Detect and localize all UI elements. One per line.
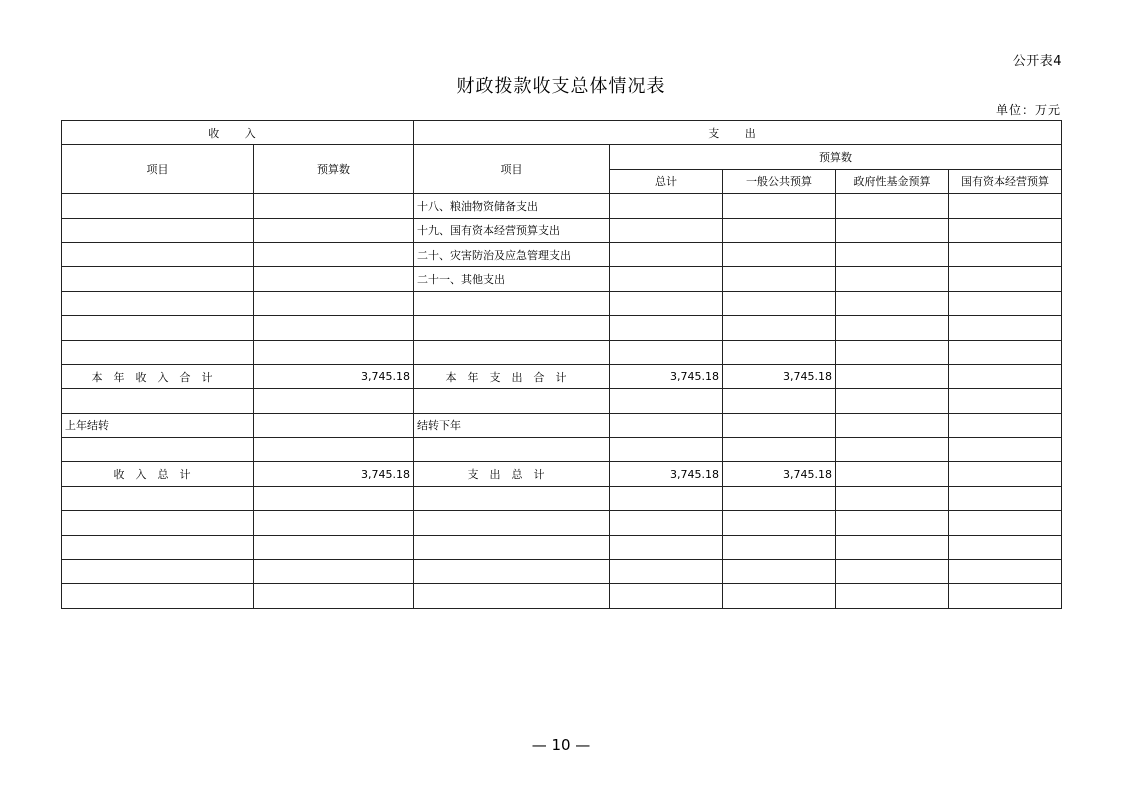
- income-budget-cell: 3,745.18: [254, 364, 414, 388]
- expense-item-cell: [414, 438, 610, 462]
- state-capital-cell: [949, 242, 1062, 266]
- gov-fund-header: 政府性基金预算: [836, 169, 949, 193]
- gov-fund-cell: [836, 413, 949, 437]
- gov-fund-cell: [836, 194, 949, 218]
- state-capital-cell: [949, 511, 1062, 535]
- state-capital-cell: [949, 438, 1062, 462]
- total-cell: [610, 291, 723, 315]
- total-cell: [610, 486, 723, 510]
- income-budget-cell: [254, 316, 414, 340]
- income-item-cell: [62, 584, 254, 608]
- gov-fund-cell: [836, 340, 949, 364]
- table-row: [62, 438, 1062, 462]
- income-item-cell: [62, 560, 254, 584]
- table-row: [62, 584, 1062, 608]
- income-item-header: 项目: [62, 145, 254, 194]
- income-item-cell: [62, 486, 254, 510]
- page-number: — 10 —: [531, 736, 591, 754]
- state-capital-cell: [949, 316, 1062, 340]
- expense-item-cell: 结转下年: [414, 413, 610, 437]
- general-public-cell: [723, 413, 836, 437]
- table-row: [62, 267, 1062, 291]
- income-budget-cell: [254, 340, 414, 364]
- general-public-cell: 3,745.18: [723, 462, 836, 486]
- state-capital-header: 国有资本经营预算: [949, 169, 1062, 193]
- total-cell: [610, 194, 723, 218]
- income-budget-header: 预算数: [254, 145, 414, 194]
- general-public-cell: [723, 291, 836, 315]
- income-budget-cell: [254, 291, 414, 315]
- total-cell: [610, 511, 723, 535]
- income-budget-cell: [254, 389, 414, 413]
- table-row: [62, 486, 1062, 510]
- total-cell: [610, 242, 723, 266]
- expense-item-cell: 十八、粮油物资储备支出: [414, 194, 610, 218]
- table-body: [62, 194, 1062, 609]
- gov-fund-cell: [836, 316, 949, 340]
- gov-fund-cell: [836, 242, 949, 266]
- table-row: [62, 218, 1062, 242]
- income-item-cell: [62, 194, 254, 218]
- total-cell: [610, 389, 723, 413]
- expense-item-cell: 支出总计: [414, 462, 610, 486]
- income-budget-cell: [254, 535, 414, 559]
- total-cell: [610, 218, 723, 242]
- total-cell: [610, 560, 723, 584]
- gov-fund-cell: [836, 218, 949, 242]
- expense-item-cell: [414, 535, 610, 559]
- gov-fund-cell: [836, 511, 949, 535]
- gov-fund-cell: [836, 364, 949, 388]
- total-cell: [610, 267, 723, 291]
- state-capital-cell: [949, 535, 1062, 559]
- state-capital-cell: [949, 267, 1062, 291]
- general-public-cell: [723, 486, 836, 510]
- total-cell: [610, 438, 723, 462]
- income-budget-cell: [254, 242, 414, 266]
- gov-fund-cell: [836, 438, 949, 462]
- general-public-cell: [723, 535, 836, 559]
- gov-fund-cell: [836, 584, 949, 608]
- general-public-header: 一般公共预算: [723, 169, 836, 193]
- income-budget-cell: 3,745.18: [254, 462, 414, 486]
- general-public-cell: [723, 389, 836, 413]
- state-capital-cell: [949, 218, 1062, 242]
- expense-item-cell: [414, 340, 610, 364]
- income-budget-cell: [254, 438, 414, 462]
- expense-item-cell: [414, 584, 610, 608]
- expense-item-cell: [414, 486, 610, 510]
- table-header: [62, 121, 1062, 194]
- income-item-cell: [62, 340, 254, 364]
- total-cell: [610, 340, 723, 364]
- table-row: [62, 535, 1062, 559]
- state-capital-cell: [949, 413, 1062, 437]
- table-row: [62, 194, 1062, 218]
- expense-item-cell: [414, 316, 610, 340]
- state-capital-cell: [949, 389, 1062, 413]
- budget-table: [61, 120, 1062, 609]
- total-header: 总计: [610, 169, 723, 193]
- income-item-cell: [62, 511, 254, 535]
- table-number-label: 公开表4: [1012, 54, 1062, 69]
- total-cell: 3,745.18: [610, 364, 723, 388]
- gov-fund-cell: [836, 560, 949, 584]
- total-cell: [610, 316, 723, 340]
- state-capital-cell: [949, 194, 1062, 218]
- expense-item-cell: [414, 291, 610, 315]
- gov-fund-cell: [836, 291, 949, 315]
- table-row: [62, 511, 1062, 535]
- state-capital-cell: [949, 364, 1062, 388]
- total-cell: [610, 535, 723, 559]
- income-item-cell: 本年收入合计: [62, 364, 254, 388]
- total-cell: 3,745.18: [610, 462, 723, 486]
- table-row: [62, 316, 1062, 340]
- income-budget-cell: [254, 413, 414, 437]
- total-cell: [610, 413, 723, 437]
- general-public-cell: [723, 316, 836, 340]
- state-capital-cell: [949, 340, 1062, 364]
- state-capital-cell: [949, 560, 1062, 584]
- income-budget-cell: [254, 218, 414, 242]
- income-item-cell: 收入总计: [62, 462, 254, 486]
- expense-item-cell: 十九、国有资本经营预算支出: [414, 218, 610, 242]
- general-public-cell: [723, 584, 836, 608]
- income-header: 收 入: [62, 121, 414, 145]
- state-capital-cell: [949, 291, 1062, 315]
- income-item-cell: [62, 316, 254, 340]
- table-row: [62, 560, 1062, 584]
- general-public-cell: [723, 511, 836, 535]
- general-public-cell: [723, 267, 836, 291]
- income-item-cell: [62, 535, 254, 559]
- income-item-cell: [62, 267, 254, 291]
- state-capital-cell: [949, 584, 1062, 608]
- state-capital-cell: [949, 486, 1062, 510]
- income-item-cell: [62, 242, 254, 266]
- income-budget-cell: [254, 267, 414, 291]
- gov-fund-cell: [836, 267, 949, 291]
- expense-item-header: 项目: [414, 145, 610, 194]
- gov-fund-cell: [836, 389, 949, 413]
- expense-budget-header: 预算数: [610, 145, 1062, 169]
- expense-item-cell: 本年支出合计: [414, 364, 610, 388]
- table-row: [62, 340, 1062, 364]
- page-title: 财政拨款收支总体情况表: [456, 76, 666, 97]
- general-public-cell: [723, 438, 836, 462]
- income-budget-cell: [254, 584, 414, 608]
- table-row: [62, 291, 1062, 315]
- gov-fund-cell: [836, 486, 949, 510]
- income-item-cell: [62, 291, 254, 315]
- expense-item-cell: 二十、灾害防治及应急管理支出: [414, 242, 610, 266]
- income-budget-cell: [254, 194, 414, 218]
- table-row: [62, 462, 1062, 486]
- state-capital-cell: [949, 462, 1062, 486]
- income-budget-cell: [254, 486, 414, 510]
- gov-fund-cell: [836, 535, 949, 559]
- income-budget-cell: [254, 511, 414, 535]
- expense-item-cell: 二十一、其他支出: [414, 267, 610, 291]
- general-public-cell: [723, 340, 836, 364]
- unit-label: 单位：万元: [995, 103, 1061, 117]
- table-row: [62, 413, 1062, 437]
- income-item-cell: [62, 389, 254, 413]
- total-cell: [610, 584, 723, 608]
- expense-item-cell: [414, 560, 610, 584]
- gov-fund-cell: [836, 462, 949, 486]
- general-public-cell: 3,745.18: [723, 364, 836, 388]
- table-row: [62, 364, 1062, 388]
- income-item-cell: [62, 438, 254, 462]
- income-item-cell: [62, 218, 254, 242]
- income-budget-cell: [254, 560, 414, 584]
- general-public-cell: [723, 194, 836, 218]
- expense-item-cell: [414, 389, 610, 413]
- general-public-cell: [723, 218, 836, 242]
- general-public-cell: [723, 560, 836, 584]
- table-row: [62, 389, 1062, 413]
- expense-header: 支 出: [414, 121, 1062, 145]
- table-row: [62, 242, 1062, 266]
- income-item-cell: 上年结转: [62, 413, 254, 437]
- expense-item-cell: [414, 511, 610, 535]
- general-public-cell: [723, 242, 836, 266]
